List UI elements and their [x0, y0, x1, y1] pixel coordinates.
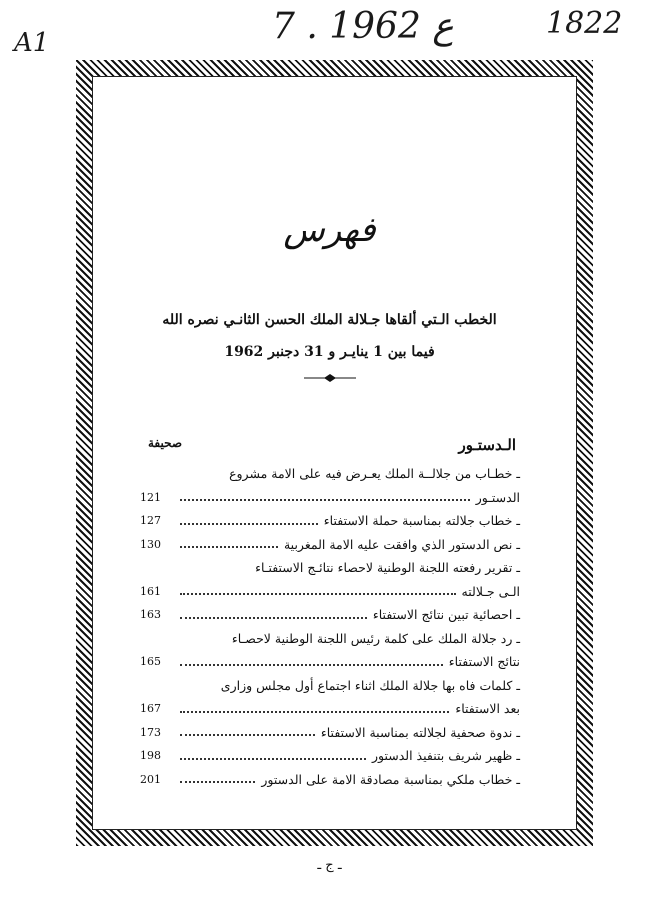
toc-entry — [140, 674, 520, 698]
ornament-divider — [304, 372, 356, 384]
toc-entry-text: ـ تقرير رفعته اللجنة الوطنية لاحصاء نتائـج الاستفتـاء — [255, 560, 520, 576]
toc-entry-text: ـ خطاب جلالته بمناسبة حملة الاستفتاء — [323, 513, 520, 529]
dot-leader — [180, 758, 366, 760]
toc-entry-text: ـ رد جلالة الملك على كلمة رئيس اللجنة الوطنية لاحصـاء — [231, 630, 520, 646]
section-title: الـدستـور — [458, 436, 516, 454]
dot-leader — [180, 711, 449, 713]
toc-page-number: 198 — [140, 749, 161, 763]
intro-line-1: الخطب الـتي ألقاها جـلالة الملك الحسن الثانـي نصره الله — [162, 312, 497, 328]
toc-entry-text: ـ ندوة صحفية لجلالته بمناسبة الاستفتاء — [320, 724, 520, 740]
page-title: فهرس — [283, 210, 376, 250]
toc-entry-text: ـ خطاب ملكي بمناسبة مصادقة الامة على الدستور — [261, 771, 520, 787]
toc-entry-text: نتائج الاستفتاء — [448, 654, 520, 670]
handwritten-number: 1822 — [546, 6, 623, 41]
page-column-header: صحيفة — [148, 436, 183, 450]
toc-entry — [140, 556, 520, 580]
toc-entry — [140, 533, 520, 557]
table-of-contents — [140, 462, 520, 791]
dot-leader — [180, 617, 367, 619]
toc-entry — [140, 462, 520, 486]
toc-entry — [140, 744, 520, 768]
toc-page-number: 173 — [140, 725, 161, 739]
handwritten-date: 7 . ع 1962 — [272, 6, 454, 47]
toc-entry — [140, 603, 520, 627]
toc-page-number: 165 — [140, 655, 161, 669]
dot-leader — [180, 781, 255, 783]
toc-entry-text: ـ احصائية تبين نتائج الاستفتاء — [372, 607, 520, 623]
dot-leader — [180, 499, 470, 501]
page-footer: ـ ج ـ — [317, 858, 342, 873]
toc-entry — [140, 486, 520, 510]
toc-entry-text: بعد الاستفتاء — [455, 701, 520, 717]
dot-leader — [180, 523, 318, 525]
toc-entry-text: ـ ظهير شريف بتنفيذ الدستور — [372, 748, 520, 764]
toc-page-number: 201 — [140, 772, 161, 786]
toc-page-number: 161 — [140, 584, 161, 598]
dot-leader — [180, 664, 443, 666]
dot-leader — [180, 593, 456, 595]
toc-entry — [140, 627, 520, 651]
intro-line-2: فيما بين 1 ينايـر و 31 دجنبر 1962 — [224, 344, 435, 360]
toc-page-number: 167 — [140, 702, 161, 716]
toc-entry — [140, 697, 520, 721]
toc-entry-text: ـ كلمات فاه بها جلالة الملك اثناء اجتماع أول مجلس وزارى — [220, 677, 520, 693]
dot-leader — [180, 734, 315, 736]
toc-entry-text: الـى جـلالته — [461, 583, 520, 599]
handwritten-corner-note: A1 — [14, 28, 50, 58]
toc-entry-text: ـ خطـاب من جلالــة الملك يعـرض فيه على الامة مشروع — [229, 466, 520, 482]
toc-page-number: 127 — [140, 514, 161, 528]
toc-page-number: 130 — [140, 537, 161, 551]
toc-page-number: 163 — [140, 608, 161, 622]
toc-entry-text: الدستـور — [475, 489, 520, 505]
toc-page-number: 121 — [140, 490, 161, 504]
toc-entry — [140, 768, 520, 792]
toc-entry — [140, 509, 520, 533]
toc-entry — [140, 721, 520, 745]
dot-leader — [180, 546, 278, 548]
toc-entry-text: ـ نص الدستور الذي وافقت عليه الامة المغربية — [283, 536, 520, 552]
toc-entry — [140, 650, 520, 674]
toc-entry — [140, 580, 520, 604]
